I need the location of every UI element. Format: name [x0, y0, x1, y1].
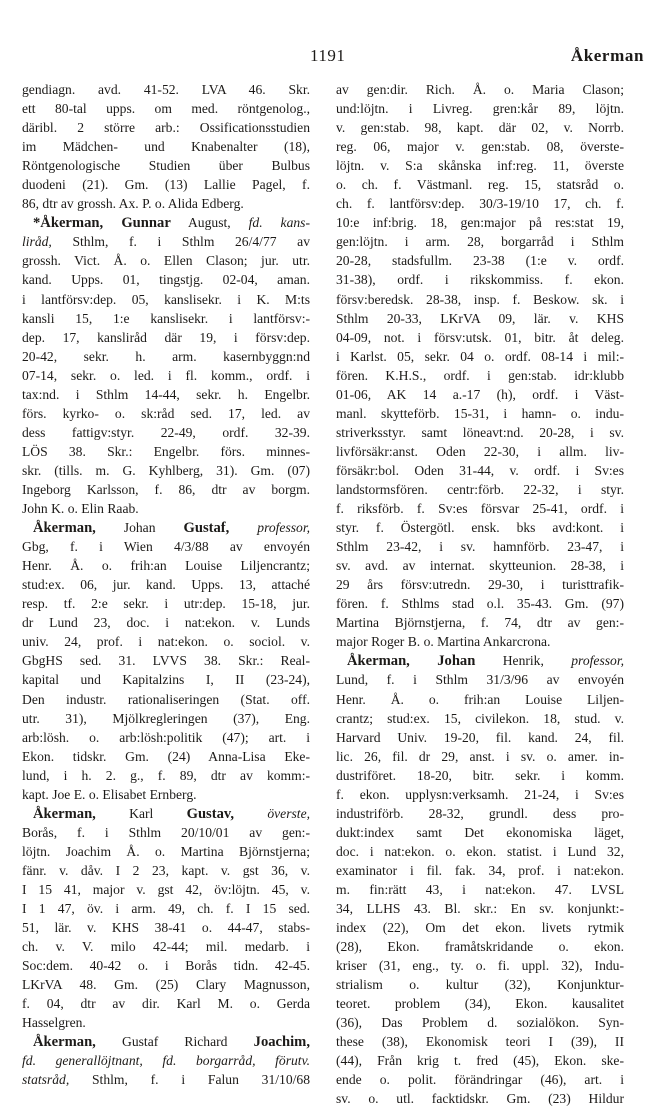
line-text: im Mädchen- und Knabenalter (18), [22, 139, 310, 155]
line-text: dustriföret. 18-20, bitr. sekr. i komm. [336, 767, 624, 783]
line-text: löjtn. v. S:a skånska inf:reg. 11, överste [336, 158, 624, 174]
line-text: teoret. problem (34), Ekon. kausalitet [336, 996, 624, 1012]
text-line [22, 423, 310, 442]
text-line [22, 918, 310, 937]
line-text: Lund, f. i Sthlm 31/3/96 av envoyén [336, 672, 624, 688]
text-line [22, 175, 310, 194]
text-line [22, 232, 310, 251]
text-line [22, 994, 310, 1013]
text-line [22, 461, 310, 480]
text-line [336, 651, 624, 670]
text-line [22, 518, 310, 537]
line-text: Gustaf Richard [95, 1034, 254, 1050]
text-line [336, 480, 624, 499]
line-text: arb:lösh. o. arb:lösh:politik (47); art. i [22, 729, 310, 745]
text-line [336, 690, 624, 709]
line-text: Borås, f. i Sthlm 20/10/01 av gen:- [22, 824, 310, 840]
text-line [22, 651, 310, 670]
entry-headword: *Åkerman, Gunnar [33, 215, 171, 232]
line-text: doc. i nat:ekon. o. ekon. statist. i Lund 32, [336, 843, 624, 859]
line-text: und:löjtn. i Livreg. gren:kår 89, löjtn. [336, 101, 624, 117]
text-line [22, 785, 310, 804]
entry-headword: Åkerman, [33, 1034, 96, 1051]
line-text [229, 520, 257, 535]
line-text: 01-06, AK 14 a.-17 (h), ordf. i Väst- [336, 386, 624, 402]
line-text: m. fin:rätt 43, i nat:ekon. 47. LVSL [336, 881, 624, 897]
line-text: Hasselgren. [22, 1015, 86, 1031]
line-text: stud:ex. 06, jur. kand. Upps. 13, attaché [22, 577, 310, 593]
line-text: kapital und Kapitalzins I, II (23-24), [22, 672, 310, 688]
text-line [22, 328, 310, 347]
line-text: 20-42, sekr. h. arm. kasernbyggn:nd [22, 348, 310, 364]
text-line [336, 309, 624, 328]
text-line [22, 766, 310, 785]
line-text: försv:beredsk. 28-38, insp. f. Beskow. sk. i [336, 291, 624, 307]
line-text: förs. kyrko- o. sk:råd sed. 17, led. av [22, 405, 310, 421]
text-line [336, 937, 624, 956]
line-text: kansli 15, 1:e kanslisekr. i lantförsv:- [22, 310, 310, 326]
line-text: August, [170, 215, 249, 231]
line-text: 10:e inf:brig. 18, gen:major på res:stat 19, [336, 215, 624, 231]
text-line [22, 880, 310, 899]
text-line [336, 994, 624, 1013]
entry-headword: Åkerman, [33, 520, 96, 537]
text-line [336, 613, 624, 632]
text-line [22, 366, 310, 385]
italic-text: fd. generallöjtnant, fd. borgarråd, förutv. [22, 1053, 310, 1069]
text-line [22, 404, 310, 423]
text-line [22, 537, 310, 556]
text-line [22, 194, 310, 213]
text-line [22, 137, 310, 156]
text-line [336, 270, 624, 289]
text-line [336, 518, 624, 537]
text-line [22, 499, 310, 518]
text-line [22, 690, 310, 709]
text-line [336, 404, 624, 423]
line-text: utr. 31), Mjölkregleringen (37), Eng. [22, 710, 310, 726]
text-line [336, 594, 624, 613]
text-line [22, 670, 310, 689]
line-text [410, 653, 437, 668]
line-text: crantz; stud:ex. 15, civilekon. 18, stud. v. [336, 710, 624, 726]
text-line [336, 766, 624, 785]
text-line [336, 99, 624, 118]
line-text: gen:löjtn. i arm. 28, borgarråd i Sthlm [336, 234, 624, 250]
text-line [336, 823, 624, 842]
line-text: 34, LLHS 43. Bl. skr.: En sv. konjunkt:- [336, 901, 624, 917]
text-line [336, 347, 624, 366]
text-line [22, 1070, 310, 1089]
text-line [336, 785, 624, 804]
entry-headword: Johan [437, 653, 476, 670]
line-text: 07-14, sekr. o. led. i fl. komm., ordf. i [22, 367, 310, 383]
line-text: Henr. Å. o. frih:an Louise Liljen- [336, 691, 624, 707]
line-text: landstormsfören. centr:förb. 22-32, i styr. [336, 481, 624, 497]
text-line [336, 575, 624, 594]
text-line [336, 499, 624, 518]
line-text: Röntgenologische Studien über Bulbus [22, 158, 310, 174]
text-line [336, 194, 624, 213]
line-text: GbgHS sed. 31. LVVS 38. Skr.: Real- [22, 653, 310, 669]
text-line [336, 366, 624, 385]
line-text: grossh. Vict. Å. o. Ellen Clason; jur. utr. [22, 253, 310, 269]
text-line [22, 747, 310, 766]
text-line [336, 1070, 624, 1089]
line-text: Henr. Å. o. frih:an Louise Liljencrantz; [22, 558, 310, 574]
line-text: index (22), Om det ekon. livets rytmik [336, 920, 624, 936]
text-line [336, 80, 624, 99]
text-line [336, 728, 624, 747]
line-text: 86, dtr av grossh. Ax. P. o. Alida Edberg. [22, 196, 244, 212]
text-line [336, 632, 624, 651]
text-line [22, 956, 310, 975]
line-text: Gbg, f. i Wien 4/3/88 av envoyén [22, 539, 310, 555]
entry-headword: Åkerman, [33, 805, 96, 822]
line-text: ch. v. V. milo 42-44; mil. medarb. i [22, 939, 310, 955]
line-text: major Roger B. o. Martina Ankarcrona. [336, 634, 551, 650]
line-text: kapt. Joe E. o. Elisabet Ernberg. [22, 786, 197, 802]
line-text: dep. 17, kansliråd där 19, i försv:dep. [22, 329, 310, 345]
text-line [336, 670, 624, 689]
text-line [336, 537, 624, 556]
line-text: Ekon. tidskr. Gm. (24) Anna-Lisa Eke- [22, 748, 310, 764]
line-text: försäkr:bol. Oden 31-44, v. ordf. i Sv:es [336, 462, 624, 478]
line-text: Sthlm 23-42, i sv. hamnförb. 23-47, i [336, 539, 624, 555]
text-line [336, 1051, 624, 1070]
line-text: f. riksförb. f. Sv:es försvar 25-41, ordf. i [336, 501, 624, 517]
text-line [22, 899, 310, 918]
text-line [336, 1013, 624, 1032]
text-line [22, 270, 310, 289]
line-text: (44), Från krig t. fred (45), Ekon. ske- [336, 1053, 624, 1069]
line-text: Den industr. rationaliseringen (Stat. off. [22, 691, 310, 707]
text-line [22, 823, 310, 842]
line-text: f. 04, dtr av dir. Karl M. o. Gerda [22, 996, 310, 1012]
line-text: 20-28, stadsfullm. 23-38 (1:e v. ordf. [336, 253, 624, 269]
text-line [336, 842, 624, 861]
line-text: industriförb. 28-32, grundl. dess pro- [336, 805, 624, 821]
italic-text: statsråd, [22, 1072, 70, 1088]
line-text: i Karlst. 05, sekr. 04 o. ordf. 08-14 i mil:- [336, 348, 624, 364]
running-head: Åkerman [570, 46, 644, 65]
text-line [336, 747, 624, 766]
line-text: gendiagn. avd. 41-52. LVA 46. Skr. [22, 82, 310, 97]
line-text: these (38), Ekonomisk teori I (39), II [336, 1034, 624, 1050]
text-line [336, 290, 624, 309]
text-line [336, 899, 624, 918]
text-line [22, 632, 310, 651]
line-text: John K. o. Elin Raab. [22, 501, 139, 517]
line-text: dukt:index samt Det ekonomiska läget, [336, 824, 624, 840]
line-text: ch. f. lantförsv:dep. 30/3-19/10 17, ch. f. [336, 196, 624, 212]
text-line [22, 861, 310, 880]
text-line [336, 423, 624, 442]
text-line [336, 442, 624, 461]
line-text: Karl [95, 805, 187, 821]
text-line [22, 556, 310, 575]
line-text: Martina Björnstjerna, f. 74, dtr av gen:- [336, 615, 624, 631]
line-text: löjtn. Joachim Å. o. Martina Björnstjerna; [22, 843, 310, 859]
page-header [0, 46, 672, 70]
line-text: lund, i h. 2. g., f. 89, dtr av komm:- [22, 767, 310, 783]
text-line [336, 1032, 624, 1051]
line-text: I 1 47, öv. i arm. 49, ch. f. I 15 sed. [22, 901, 310, 917]
line-text: i lantförsv:dep. 05, kanslisekr. i K. M:ts [22, 291, 310, 307]
text-line [336, 175, 624, 194]
text-line [336, 861, 624, 880]
text-line [22, 842, 310, 861]
text-line [22, 728, 310, 747]
text-line [22, 937, 310, 956]
text-line [336, 328, 624, 347]
text-line [336, 918, 624, 937]
text-line [22, 975, 310, 994]
text-line [336, 213, 624, 232]
line-text: däribl. 2 större arb.: Ossificationsstudien [22, 120, 310, 136]
text-line [22, 1013, 310, 1032]
line-text: 31-38), ordf. i rikskommiss. f. ekon. [336, 272, 624, 288]
text-line [336, 804, 624, 823]
line-text: o. ch. f. Västmanl. reg. 15, statsråd o. [336, 177, 624, 193]
line-text: styr. f. Östergötl. ensk. bks avd:kont. i [336, 520, 624, 536]
text-line [336, 232, 624, 251]
text-line [22, 613, 310, 632]
line-text: Harvard Univ. 19-20, fil. kand. 24, fil. [336, 729, 624, 745]
text-line [336, 461, 624, 480]
text-line [22, 442, 310, 461]
line-text: (28), Ekon. framåtskridande o. ekon. [336, 939, 624, 955]
text-line [22, 80, 310, 99]
text-line [22, 347, 310, 366]
line-text: dess fattigv:styr. 22-49, ordf. 32-39. [22, 424, 310, 440]
line-text: ett 80-tal upps. om med. röntgenolog., [22, 101, 310, 117]
line-text: strialism o. kultur (32), Konjunktur- [336, 977, 624, 993]
entry-headword: Åkerman, [347, 653, 410, 670]
line-text: resp. tf. 2:e sekr. i utr:dep. 15-18, jur. [22, 596, 310, 612]
text-line [22, 594, 310, 613]
text-line [22, 213, 310, 232]
text-line [22, 99, 310, 118]
line-text: 29 års försv:utredn. 29-30, i turisttrafik- [336, 577, 624, 593]
line-text: examinator i fil. fak. 34, prof. i nat:ekon. [336, 862, 624, 878]
line-text [234, 806, 267, 821]
text-line [22, 1032, 310, 1051]
line-text: reg. 06, major v. gen:stab. 08, överste- [336, 139, 624, 155]
line-text: kand. Upps. 01, tingstjg. 02-04, aman. [22, 272, 310, 288]
line-text: Soc:dem. 40-42 o. i Borås tidn. 42-45. [22, 958, 310, 974]
text-line [22, 1051, 310, 1070]
italic-text: fd. kans- [248, 215, 310, 231]
text-line [336, 880, 624, 899]
text-line [22, 709, 310, 728]
text-line [336, 1089, 624, 1108]
text-line [336, 709, 624, 728]
line-text: skr. (tills. m. G. Kyhlberg, 31). Gm. (07) [22, 462, 310, 478]
line-text: tax:nd. i Sthlm 14-44, sekr. h. Engelbr. [22, 386, 310, 402]
italic-text: liråd, [22, 234, 52, 250]
left-column [22, 80, 310, 1089]
text-line [336, 385, 624, 404]
line-text: Henrik, [475, 653, 572, 669]
entry-headword: Gustav, [186, 805, 235, 822]
text-line [336, 156, 624, 175]
line-text: Johan [95, 520, 184, 536]
text-line [22, 118, 310, 137]
text-line [22, 251, 310, 270]
line-text: I 15 41, major v. gst 42, öv:löjtn. 45, v. [22, 881, 310, 897]
line-text: striverksstyr. samt löneavt:nd. 20-28, i sv. [336, 424, 624, 440]
line-text: f. ekon. upplysn:verksamh. 21-24, i Sv:es [336, 786, 624, 802]
line-text: Sthlm 20-33, LKrVA 09, lär. v. KHS [336, 310, 624, 326]
text-line [336, 137, 624, 156]
line-text: Sthlm, f. i Sthlm 26/4/77 av [51, 234, 310, 250]
line-text: duodeni (21). Gm. (13) Lallie Pagel, f. [22, 177, 310, 193]
text-line [336, 251, 624, 270]
text-line [22, 309, 310, 328]
text-line [22, 290, 310, 309]
italic-text: överste, [267, 805, 310, 821]
line-text: lic. 26, fil. dr 29, anst. i sv. o. amer. in- [336, 748, 624, 764]
line-text: fören. f. Sthlms stad o.l. 35-43. Gm. (97) [336, 596, 624, 612]
line-text: LKrVA 48. Gm. (25) Clary Magnusson, [22, 977, 310, 993]
line-text: livförsäkr:anst. Oden 22-30, i allm. liv- [336, 443, 624, 459]
text-line [22, 575, 310, 594]
text-line [336, 956, 624, 975]
line-text: Sthlm, f. i Falun 31/10/68 [69, 1072, 310, 1088]
line-text: 04-09, not. i försv:utsk. 01, bitr. åt deleg. [336, 329, 624, 345]
line-text: kriser (31, eng., ty. o. fi. uppl. 32), Indu- [336, 958, 624, 974]
line-text: ende o. polit. förändringar (46), art. i [336, 1072, 624, 1088]
line-text: fänr. v. dåv. I 2 23, kapt. v. gst 36, v. [22, 862, 310, 878]
line-text: v. gen:stab. 98, kapt. där 02, v. Norrb. [336, 120, 624, 136]
entry-headword: Joachim, [253, 1034, 310, 1051]
page-number: 1191 [310, 46, 346, 65]
right-column [336, 80, 624, 1109]
line-text: av gen:dir. Rich. Å. o. Maria Clason; [336, 82, 624, 97]
line-text: (36), Das Problem d. sozialökon. Syn- [336, 1015, 624, 1031]
line-text: fören. K.H.S., ordf. i gen:stab. idr:klubb [336, 367, 624, 383]
line-text: 51, lär. v. KHS 38-41 o. 44-47, stabs- [22, 920, 310, 936]
text-line [336, 118, 624, 137]
line-text: sv. avd. av internat. skytteunion. 28-38, i [336, 558, 624, 574]
line-text: univ. 24, prof. i nat:ekon. o. sociol. v. [22, 634, 310, 650]
text-line [22, 804, 310, 823]
line-text: manl. skytteförb. 15-31, i hamn- o. indu- [336, 405, 624, 421]
italic-text: professor, [257, 520, 310, 536]
italic-text: professor, [571, 653, 624, 669]
text-line [336, 556, 624, 575]
text-line [22, 480, 310, 499]
line-text: Ingeborg Karlsson, f. 86, dtr av borgm. [22, 481, 310, 497]
line-text: dr Lund 23, doc. i nat:ekon. v. Lunds [22, 615, 310, 631]
line-text: sv. o. utl. facktidskr. Gm. (23) Hildur [336, 1091, 624, 1107]
text-line [22, 156, 310, 175]
text-line [336, 975, 624, 994]
line-text: LÖS 38. Skr.: Engelbr. förs. minnes- [22, 443, 310, 459]
entry-headword: Gustaf, [183, 520, 230, 537]
text-line [22, 385, 310, 404]
